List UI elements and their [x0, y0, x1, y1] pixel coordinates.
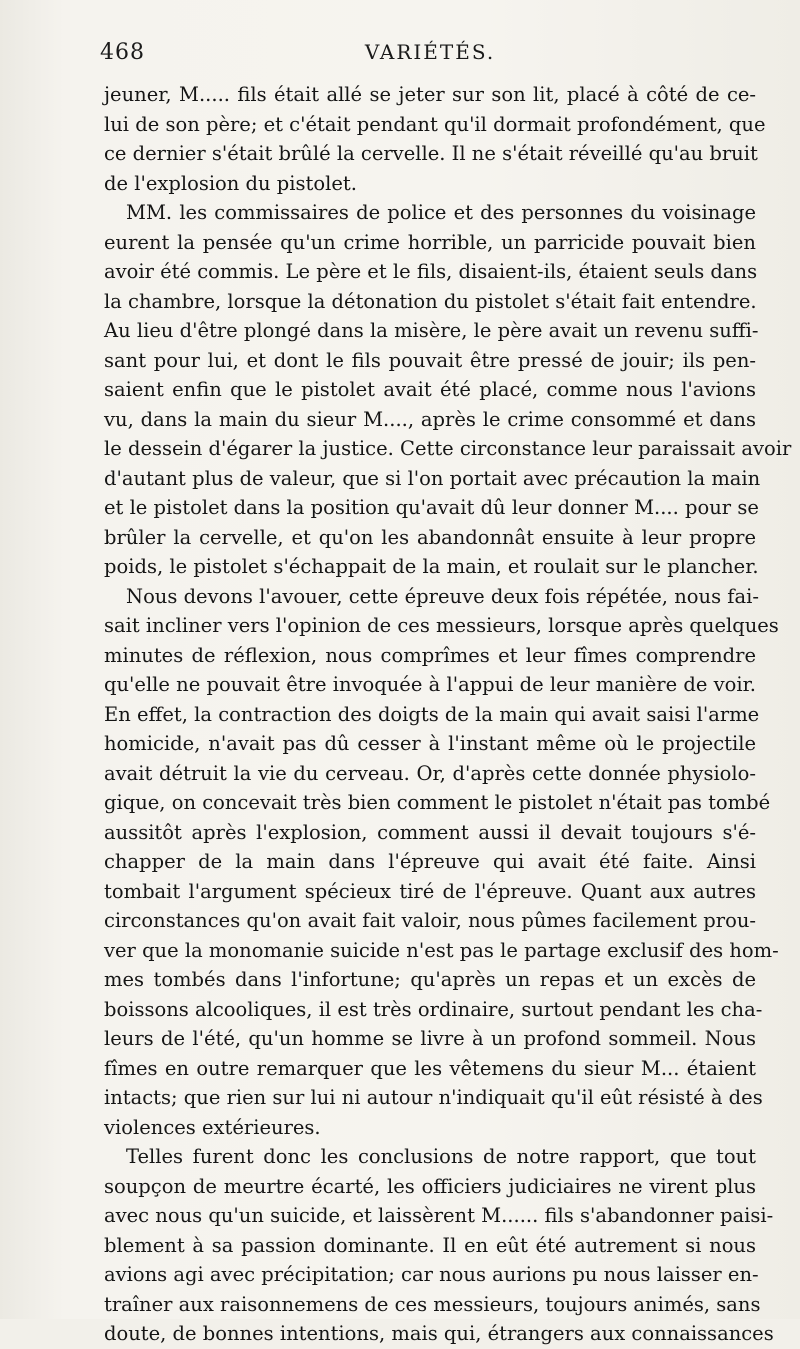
text-line: minutes de réflexion, nous comprîmes et leur fîmes comprendre — [104, 643, 756, 667]
text-line: avions agi avec précipitation; car nous aurions pu nous laisser en- — [104, 1263, 759, 1286]
text-line: avait détruit la vie du cerveau. Or, d'après cette donnée physiolo- — [104, 761, 756, 785]
text-line: d'autant plus de valeur, que si l'on portait avec précaution la main — [104, 466, 761, 490]
text-line: qu'elle ne pouvait être invoquée à l'appui de leur manière de voir. — [104, 673, 756, 696]
text-line: boissons alcooliques, il est très ordinaire, surtout pendant les cha- — [104, 997, 763, 1021]
text-line: la chambre, lorsque la détonation du pistolet s'était fait entendre. — [104, 289, 757, 313]
text-line: sait incliner vers l'opinion de ces messieurs, lorsque après quelques — [104, 614, 779, 637]
text-line: gique, on concevait très bien comment le pistolet n'était pas tombé — [104, 791, 771, 814]
text-line: eurent la pensée qu'un crime horrible, un parricide pouvait bien — [104, 230, 756, 254]
text-line: jeuner, M..... fils était allé se jeter sur son lit, placé à côté de ce- — [104, 83, 756, 106]
text-line: MM. les commissaires de police et des personnes du voisinage — [126, 201, 756, 224]
text-line: chapper de la main dans l'épreuve qui avait été faite. Ainsi — [104, 850, 756, 873]
text-line: violences extérieures. — [104, 1115, 321, 1139]
body-text — [104, 80, 792, 1349]
text-line: brûler la cervelle, et qu'on les abandonnât ensuite à leur propre — [104, 525, 756, 549]
text-line: mes tombés dans l'infortune; qu'après un repas et un excès de — [104, 968, 756, 991]
text-line: et le pistolet dans la position qu'avait dû leur donner M.... pour se — [104, 496, 759, 519]
text-line: traîner aux raisonnemens de ces messieurs, toujours animés, sans — [104, 1292, 761, 1316]
paragraph — [104, 1142, 774, 1349]
text-line: homicide, n'avait pas dû cesser à l'instant même où le projectile — [104, 732, 756, 755]
text-line: ver que la monomanie suicide n'est pas le partage exclusif des hom- — [104, 938, 779, 962]
text-line: fîmes en outre remarquer que les vêtemens du sieur M... étaient — [104, 1056, 756, 1080]
text-line: de l'explosion du pistolet. — [104, 171, 357, 195]
text-line: doute, de bonnes intentions, mais qui, étrangers aux connaissances — [104, 1322, 774, 1345]
text-line: leurs de l'été, qu'un homme se livre à un profond sommeil. Nous — [104, 1027, 756, 1050]
paragraph — [104, 80, 766, 198]
text-line: soupçon de meurtre écarté, les officiers judiciaires ne virent plus — [104, 1174, 756, 1198]
text-line: En effet, la contraction des doigts de la main qui avait saisi l'arme — [104, 702, 760, 726]
text-line: ce dernier s'était brûlé la cervelle. Il ne s'était réveillé qu'au bruit — [104, 142, 758, 165]
text-line: avec nous qu'un suicide, et laissèrent M...... fils s'abandonner paisi- — [104, 1204, 774, 1227]
running-head: VARIÉTÉS. — [364, 40, 496, 64]
text-line: vu, dans la main du sieur M...., après le crime consommé et dans — [104, 407, 756, 431]
text-line: aussitôt après l'explosion, comment aussi il devait toujours s'é- — [104, 820, 756, 844]
text-line: poids, le pistolet s'échappait de la main, et roulait sur le plancher. — [104, 555, 759, 578]
text-line: saient enfin que le pistolet avait été placé, comme nous l'avions — [104, 378, 756, 401]
text-line: Au lieu d'être plongé dans la misère, le père avait un revenu suffi- — [104, 319, 759, 342]
text-line: Nous devons l'avouer, cette épreuve deux fois répétée, nous fai- — [126, 584, 759, 608]
paragraph — [104, 198, 792, 582]
text-line: intacts; que rien sur lui ni autour n'indiquait qu'il eût résisté à des — [104, 1086, 763, 1109]
text-line: lui de son père; et c'était pendant qu'il dormait profondément, que — [104, 112, 766, 136]
text-line: sant pour lui, et dont le fils pouvait être pressé de jouir; ils pen- — [104, 348, 756, 372]
text-line: le dessein d'égarer la justice. Cette circonstance leur paraissait avoir — [104, 437, 792, 460]
text-line: blement à sa passion dominante. Il en eût été autrement si nous — [104, 1233, 756, 1257]
paragraph — [104, 582, 779, 1143]
text-line: tombait l'argument spécieux tiré de l'épreuve. Quant aux autres — [104, 879, 756, 903]
text-line: avoir été commis. Le père et le fils, disaient-ils, étaient seuls dans — [104, 260, 758, 283]
page-number: 468 — [100, 40, 145, 65]
page-header — [100, 40, 760, 76]
text-line: circonstances qu'on avait fait valoir, nous pûmes facilement prou- — [104, 909, 756, 932]
text-line: Telles furent donc les conclusions de notre rapport, que tout — [126, 1145, 756, 1168]
